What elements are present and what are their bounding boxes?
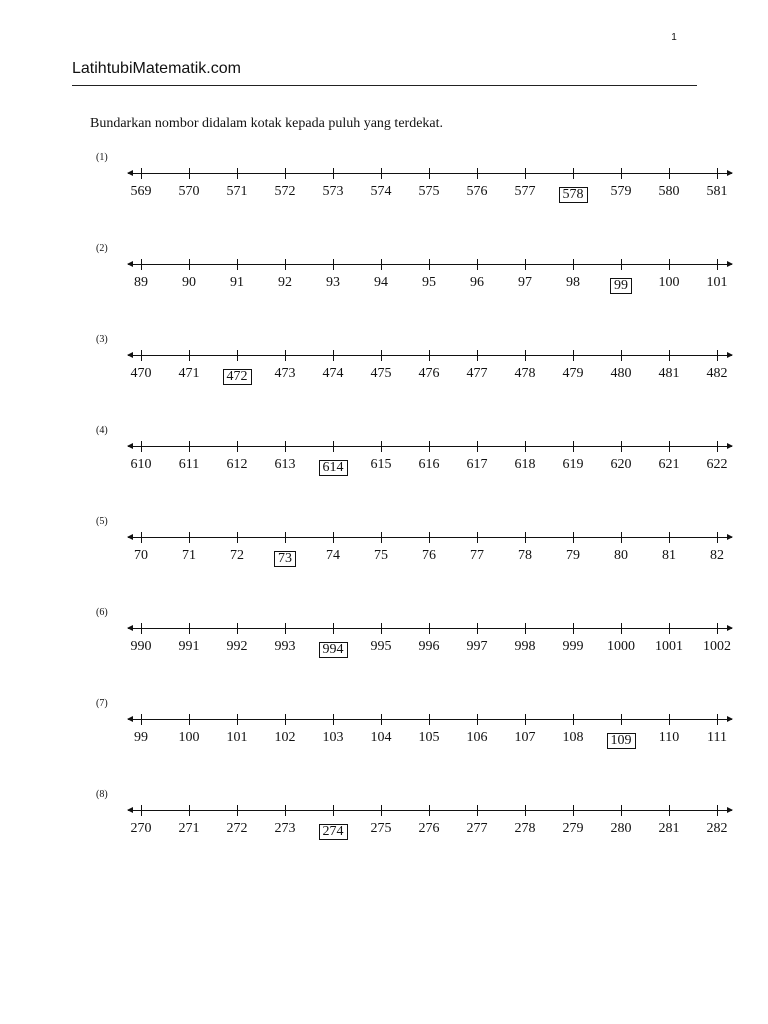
number-line-axis bbox=[128, 355, 732, 356]
site-title: LatihtubiMatematik.com bbox=[72, 60, 241, 77]
tick-mark bbox=[141, 714, 142, 725]
tick-label: 576 bbox=[466, 184, 488, 199]
tick-mark bbox=[477, 168, 478, 179]
tick-label: 573 bbox=[322, 184, 344, 199]
tick-label: 81 bbox=[662, 548, 676, 563]
tick-label: 281 bbox=[658, 821, 680, 836]
number-line-problem bbox=[0, 607, 768, 677]
number-line-problem bbox=[0, 698, 768, 768]
tick-mark bbox=[285, 714, 286, 725]
left-arrow-icon bbox=[127, 716, 133, 722]
tick-mark bbox=[141, 350, 142, 361]
tick-label: 98 bbox=[566, 275, 580, 290]
tick-label: 478 bbox=[514, 366, 536, 381]
tick-mark bbox=[429, 623, 430, 634]
boxed-number: 472 bbox=[212, 365, 262, 386]
tick-label: 616 bbox=[418, 457, 440, 472]
tick-label: 95 bbox=[422, 275, 436, 290]
tick-label: 273 bbox=[274, 821, 296, 836]
tick-label: 97 bbox=[518, 275, 532, 290]
boxed-number: 578 bbox=[548, 183, 598, 204]
tick-mark bbox=[333, 714, 334, 725]
tick-mark bbox=[573, 805, 574, 816]
tick-label: 279 bbox=[562, 821, 584, 836]
problem-number: (3) bbox=[96, 334, 108, 345]
tick-label: 271 bbox=[178, 821, 200, 836]
tick-label: 74 bbox=[326, 548, 340, 563]
tick-label: 110 bbox=[658, 730, 680, 745]
tick-label: 76 bbox=[422, 548, 436, 563]
number-line-axis bbox=[128, 264, 732, 265]
tick-mark bbox=[669, 441, 670, 452]
tick-mark bbox=[333, 623, 334, 634]
tick-label: 1000 bbox=[607, 639, 635, 654]
tick-mark bbox=[333, 350, 334, 361]
tick-mark bbox=[717, 623, 718, 634]
tick-mark bbox=[333, 168, 334, 179]
tick-label: 75 bbox=[374, 548, 388, 563]
tick-label: 998 bbox=[514, 639, 536, 654]
number-line-axis bbox=[128, 719, 732, 720]
tick-label: 470 bbox=[130, 366, 152, 381]
problem-number: (4) bbox=[96, 425, 108, 436]
tick-mark bbox=[477, 623, 478, 634]
number-line-problem bbox=[0, 789, 768, 859]
tick-label: 278 bbox=[514, 821, 536, 836]
tick-label: 78 bbox=[518, 548, 532, 563]
tick-label: 91 bbox=[230, 275, 244, 290]
tick-label: 577 bbox=[514, 184, 536, 199]
tick-mark bbox=[573, 350, 574, 361]
tick-label: 94 bbox=[374, 275, 388, 290]
tick-mark bbox=[477, 714, 478, 725]
tick-label: 622 bbox=[706, 457, 728, 472]
tick-mark bbox=[525, 805, 526, 816]
tick-label: 471 bbox=[178, 366, 200, 381]
tick-label: 477 bbox=[466, 366, 488, 381]
tick-mark bbox=[669, 168, 670, 179]
tick-mark bbox=[573, 532, 574, 543]
number-line-problem bbox=[0, 334, 768, 404]
number-line-axis bbox=[128, 537, 732, 538]
tick-label: 610 bbox=[130, 457, 152, 472]
tick-label: 993 bbox=[274, 639, 296, 654]
tick-mark bbox=[621, 623, 622, 634]
header-divider bbox=[72, 85, 697, 86]
tick-mark bbox=[717, 259, 718, 270]
tick-label: 476 bbox=[418, 366, 440, 381]
tick-label: 990 bbox=[130, 639, 152, 654]
tick-mark bbox=[429, 350, 430, 361]
tick-mark bbox=[621, 714, 622, 725]
tick-mark bbox=[669, 714, 670, 725]
tick-label: 72 bbox=[230, 548, 244, 563]
tick-label: 71 bbox=[182, 548, 196, 563]
tick-label: 79 bbox=[566, 548, 580, 563]
tick-mark bbox=[669, 623, 670, 634]
tick-label: 580 bbox=[658, 184, 680, 199]
tick-mark bbox=[285, 350, 286, 361]
tick-label: 106 bbox=[466, 730, 488, 745]
tick-mark bbox=[285, 259, 286, 270]
tick-label: 99 bbox=[134, 730, 148, 745]
right-arrow-icon bbox=[727, 807, 733, 813]
tick-label: 615 bbox=[370, 457, 392, 472]
tick-label: 80 bbox=[614, 548, 628, 563]
tick-label: 621 bbox=[658, 457, 680, 472]
tick-label: 1001 bbox=[655, 639, 683, 654]
tick-mark bbox=[237, 350, 238, 361]
tick-label: 570 bbox=[178, 184, 200, 199]
tick-label: 280 bbox=[610, 821, 632, 836]
tick-mark bbox=[525, 259, 526, 270]
tick-mark bbox=[429, 259, 430, 270]
left-arrow-icon bbox=[127, 261, 133, 267]
tick-mark bbox=[189, 259, 190, 270]
tick-mark bbox=[285, 441, 286, 452]
tick-label: 475 bbox=[370, 366, 392, 381]
tick-mark bbox=[717, 441, 718, 452]
tick-mark bbox=[381, 259, 382, 270]
tick-mark bbox=[141, 623, 142, 634]
number-line-problem bbox=[0, 516, 768, 586]
left-arrow-icon bbox=[127, 534, 133, 540]
tick-label: 571 bbox=[226, 184, 248, 199]
tick-label: 569 bbox=[130, 184, 152, 199]
tick-mark bbox=[333, 805, 334, 816]
tick-mark bbox=[717, 168, 718, 179]
tick-label: 276 bbox=[418, 821, 440, 836]
tick-mark bbox=[333, 441, 334, 452]
tick-label: 101 bbox=[706, 275, 728, 290]
tick-mark bbox=[141, 805, 142, 816]
tick-mark bbox=[285, 805, 286, 816]
right-arrow-icon bbox=[727, 261, 733, 267]
tick-mark bbox=[477, 532, 478, 543]
tick-mark bbox=[717, 714, 718, 725]
right-arrow-icon bbox=[727, 716, 733, 722]
tick-label: 473 bbox=[274, 366, 296, 381]
tick-mark bbox=[573, 623, 574, 634]
problem-number: (8) bbox=[96, 789, 108, 800]
number-line-problem bbox=[0, 425, 768, 495]
tick-mark bbox=[573, 714, 574, 725]
tick-label: 574 bbox=[370, 184, 392, 199]
tick-label: 581 bbox=[706, 184, 728, 199]
tick-label: 92 bbox=[278, 275, 292, 290]
tick-mark bbox=[573, 168, 574, 179]
tick-mark bbox=[669, 805, 670, 816]
problem-number: (2) bbox=[96, 243, 108, 254]
tick-mark bbox=[621, 805, 622, 816]
tick-mark bbox=[621, 168, 622, 179]
tick-mark bbox=[189, 532, 190, 543]
boxed-number: 614 bbox=[308, 456, 358, 477]
right-arrow-icon bbox=[727, 534, 733, 540]
tick-mark bbox=[189, 441, 190, 452]
tick-mark bbox=[477, 805, 478, 816]
tick-label: 270 bbox=[130, 821, 152, 836]
tick-mark bbox=[285, 623, 286, 634]
tick-mark bbox=[669, 259, 670, 270]
tick-label: 77 bbox=[470, 548, 484, 563]
right-arrow-icon bbox=[727, 443, 733, 449]
tick-label: 617 bbox=[466, 457, 488, 472]
tick-label: 96 bbox=[470, 275, 484, 290]
tick-label: 579 bbox=[610, 184, 632, 199]
tick-mark bbox=[237, 259, 238, 270]
tick-label: 618 bbox=[514, 457, 536, 472]
tick-mark bbox=[573, 259, 574, 270]
tick-mark bbox=[717, 350, 718, 361]
tick-mark bbox=[189, 714, 190, 725]
number-line-axis bbox=[128, 173, 732, 174]
tick-label: 620 bbox=[610, 457, 632, 472]
tick-mark bbox=[381, 168, 382, 179]
tick-label: 991 bbox=[178, 639, 200, 654]
tick-mark bbox=[429, 168, 430, 179]
boxed-number: 274 bbox=[308, 820, 358, 841]
right-arrow-icon bbox=[727, 352, 733, 358]
tick-mark bbox=[381, 532, 382, 543]
tick-label: 111 bbox=[707, 730, 727, 745]
tick-mark bbox=[525, 350, 526, 361]
tick-label: 481 bbox=[658, 366, 680, 381]
tick-label: 992 bbox=[226, 639, 248, 654]
tick-mark bbox=[621, 532, 622, 543]
tick-label: 612 bbox=[226, 457, 248, 472]
tick-label: 996 bbox=[418, 639, 440, 654]
problem-number: (1) bbox=[96, 152, 108, 163]
problem-number: (6) bbox=[96, 607, 108, 618]
number-line-axis bbox=[128, 446, 732, 447]
left-arrow-icon bbox=[127, 170, 133, 176]
tick-mark bbox=[141, 532, 142, 543]
tick-mark bbox=[333, 259, 334, 270]
tick-label: 102 bbox=[274, 730, 296, 745]
tick-mark bbox=[237, 805, 238, 816]
tick-label: 995 bbox=[370, 639, 392, 654]
tick-label: 101 bbox=[226, 730, 248, 745]
left-arrow-icon bbox=[127, 352, 133, 358]
boxed-number: 73 bbox=[260, 547, 310, 568]
tick-label: 105 bbox=[418, 730, 440, 745]
tick-label: 103 bbox=[322, 730, 344, 745]
tick-mark bbox=[141, 168, 142, 179]
tick-mark bbox=[381, 805, 382, 816]
tick-label: 480 bbox=[610, 366, 632, 381]
tick-mark bbox=[525, 532, 526, 543]
tick-label: 482 bbox=[706, 366, 728, 381]
tick-mark bbox=[525, 168, 526, 179]
tick-label: 104 bbox=[370, 730, 392, 745]
tick-mark bbox=[429, 532, 430, 543]
tick-label: 272 bbox=[226, 821, 248, 836]
tick-label: 100 bbox=[178, 730, 200, 745]
tick-label: 70 bbox=[134, 548, 148, 563]
tick-mark bbox=[141, 259, 142, 270]
left-arrow-icon bbox=[127, 443, 133, 449]
tick-mark bbox=[621, 350, 622, 361]
tick-mark bbox=[237, 168, 238, 179]
number-line-axis bbox=[128, 628, 732, 629]
tick-mark bbox=[189, 623, 190, 634]
tick-label: 108 bbox=[562, 730, 584, 745]
tick-mark bbox=[669, 350, 670, 361]
tick-label: 89 bbox=[134, 275, 148, 290]
tick-label: 275 bbox=[370, 821, 392, 836]
tick-mark bbox=[333, 532, 334, 543]
tick-mark bbox=[429, 441, 430, 452]
page-number: 1 bbox=[671, 32, 677, 43]
tick-label: 90 bbox=[182, 275, 196, 290]
tick-label: 619 bbox=[562, 457, 584, 472]
tick-label: 282 bbox=[706, 821, 728, 836]
tick-label: 93 bbox=[326, 275, 340, 290]
tick-mark bbox=[237, 441, 238, 452]
tick-label: 575 bbox=[418, 184, 440, 199]
tick-mark bbox=[717, 805, 718, 816]
tick-mark bbox=[237, 714, 238, 725]
tick-label: 611 bbox=[178, 457, 200, 472]
tick-mark bbox=[381, 623, 382, 634]
left-arrow-icon bbox=[127, 807, 133, 813]
tick-mark bbox=[477, 350, 478, 361]
tick-mark bbox=[429, 805, 430, 816]
tick-label: 277 bbox=[466, 821, 488, 836]
tick-mark bbox=[285, 168, 286, 179]
number-line-problem bbox=[0, 243, 768, 313]
tick-label: 107 bbox=[514, 730, 536, 745]
tick-label: 474 bbox=[322, 366, 344, 381]
tick-mark bbox=[717, 532, 718, 543]
problem-number: (7) bbox=[96, 698, 108, 709]
tick-mark bbox=[141, 441, 142, 452]
tick-mark bbox=[285, 532, 286, 543]
tick-mark bbox=[525, 441, 526, 452]
tick-label: 100 bbox=[658, 275, 680, 290]
tick-label: 479 bbox=[562, 366, 584, 381]
tick-mark bbox=[189, 168, 190, 179]
tick-mark bbox=[477, 441, 478, 452]
tick-mark bbox=[237, 623, 238, 634]
tick-mark bbox=[381, 441, 382, 452]
tick-label: 613 bbox=[274, 457, 296, 472]
problem-number: (5) bbox=[96, 516, 108, 527]
tick-mark bbox=[621, 441, 622, 452]
number-line-axis bbox=[128, 810, 732, 811]
tick-mark bbox=[573, 441, 574, 452]
tick-mark bbox=[621, 259, 622, 270]
tick-label: 82 bbox=[710, 548, 724, 563]
number-line-problem bbox=[0, 152, 768, 222]
tick-mark bbox=[477, 259, 478, 270]
tick-mark bbox=[525, 623, 526, 634]
tick-mark bbox=[669, 532, 670, 543]
boxed-number: 109 bbox=[596, 729, 646, 750]
tick-mark bbox=[525, 714, 526, 725]
right-arrow-icon bbox=[727, 625, 733, 631]
tick-mark bbox=[429, 714, 430, 725]
boxed-number: 994 bbox=[308, 638, 358, 659]
tick-label: 999 bbox=[562, 639, 584, 654]
instruction-text: Bundarkan nombor didalam kotak kepada puluh yang terdekat. bbox=[90, 116, 444, 131]
tick-mark bbox=[381, 350, 382, 361]
tick-mark bbox=[189, 805, 190, 816]
tick-label: 1002 bbox=[703, 639, 731, 654]
tick-mark bbox=[381, 714, 382, 725]
tick-label: 572 bbox=[274, 184, 296, 199]
tick-label: 997 bbox=[466, 639, 488, 654]
left-arrow-icon bbox=[127, 625, 133, 631]
tick-mark bbox=[237, 532, 238, 543]
right-arrow-icon bbox=[727, 170, 733, 176]
boxed-number: 99 bbox=[596, 274, 646, 295]
tick-mark bbox=[189, 350, 190, 361]
